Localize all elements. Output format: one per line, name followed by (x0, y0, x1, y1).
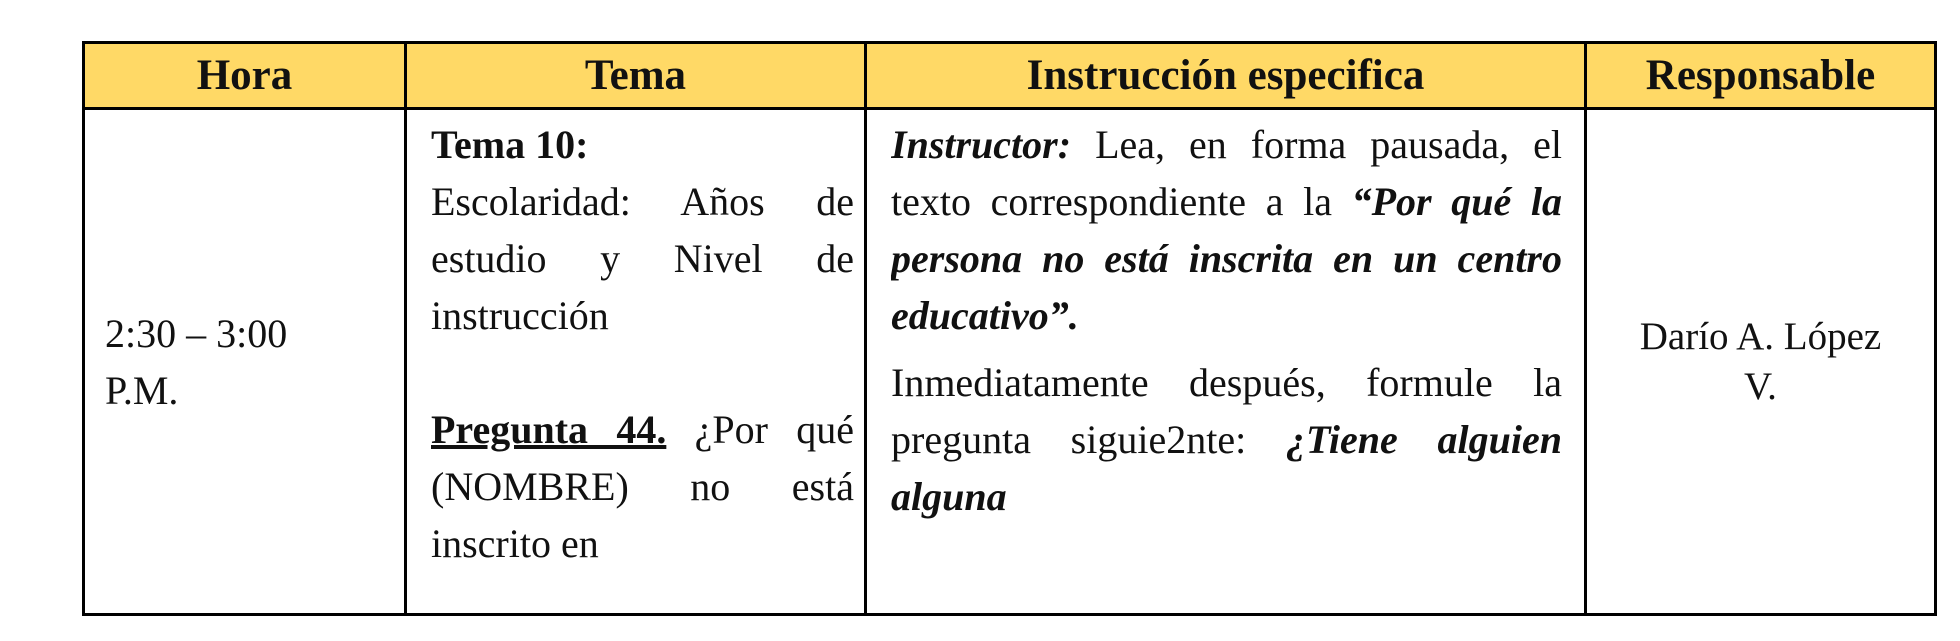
header-instruccion: Instrucción especifica (866, 43, 1586, 109)
cell-instruccion (866, 109, 1586, 615)
instruction-quote: “Por qué la persona no está inscrita en un centro educativo”. (891, 179, 1562, 338)
instruction-text-1: Lea, en forma pausada, el texto correspondiente a la (891, 122, 1562, 224)
schedule-table (82, 41, 1937, 616)
instruction-text-2: Inmediatamente después, formule la pregunta siguie2nte: (891, 360, 1562, 462)
tema-description: Escolaridad: Años de estudio y Nivel de instrucción (431, 179, 854, 338)
cell-tema (406, 109, 866, 615)
question-label: Pregunta 44. (431, 407, 667, 452)
instruction-paragraph-1 (891, 116, 1562, 344)
responsable-initial: V. (1744, 364, 1777, 408)
cell-hora (84, 109, 406, 615)
table-row (84, 109, 1936, 615)
instruction-question: ¿Tiene alguien alguna (891, 417, 1562, 519)
question-block (431, 401, 854, 572)
header-tema: Tema (406, 43, 866, 109)
cell-responsable (1586, 109, 1936, 615)
header-row (84, 43, 1936, 109)
header-responsable: Responsable (1586, 43, 1936, 109)
header-hora: Hora (84, 43, 406, 109)
time-range: 2:30 – 3:00 (105, 310, 288, 356)
table-header (84, 43, 1936, 109)
responsable-name: Darío A. López (1639, 314, 1882, 358)
spacer (431, 344, 854, 401)
tema-title: Tema 10: (431, 122, 589, 167)
time-period: P.M. (105, 367, 179, 413)
instructor-label: Instructor: (891, 122, 1072, 167)
instruction-paragraph-2 (891, 354, 1562, 525)
instruction-content (891, 116, 1562, 601)
question-text: ¿Por qué (NOMBRE) no está inscrito en (431, 407, 854, 566)
